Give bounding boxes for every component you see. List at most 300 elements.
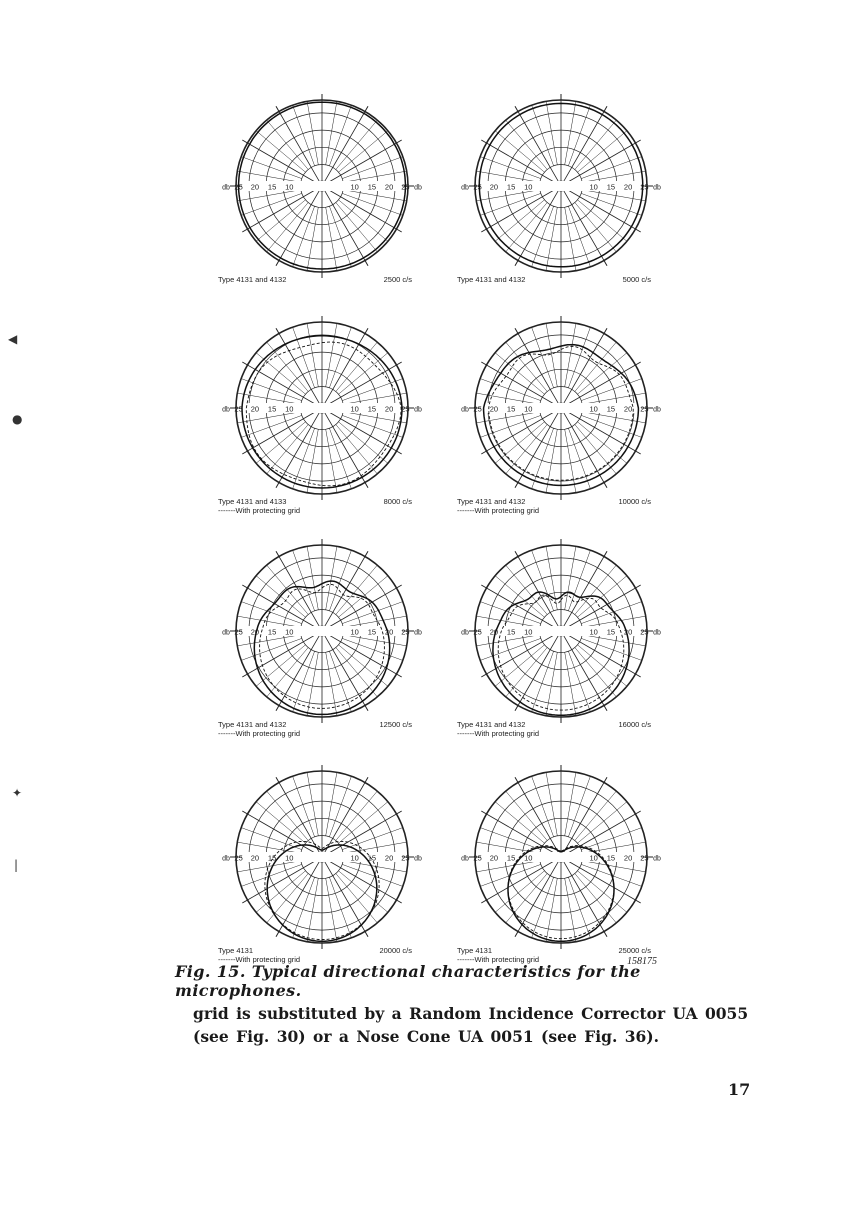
angle-tick [397,362,402,365]
polar-spoke [329,877,351,938]
ring-label: 25 [401,404,410,414]
angle-tick [242,900,247,903]
ring-label: 10 [589,182,598,192]
ring-label: 10 [285,627,294,637]
angle-tick [365,777,368,782]
angle-tick [604,483,607,488]
ring-label: 25 [640,182,649,192]
angle-tick [481,229,486,232]
polar-spoke [568,776,590,837]
angle-tick [397,900,402,903]
angle-tick [276,106,279,111]
angle-tick [365,106,368,111]
ring-label: 20 [250,627,260,637]
scale-band [242,403,402,413]
angle-tick [242,229,247,232]
angle-tick [636,362,641,365]
polar-spoke [565,207,576,271]
polar-spoke [582,171,646,182]
polar-spoke [343,171,407,182]
polar-spoke [307,101,318,165]
polar-spoke [564,783,605,853]
polar-spoke [326,143,396,184]
ring-label: 25 [401,627,410,637]
polar-spoke [279,112,320,182]
polar-spoke [241,415,302,437]
ring-label: 15 [267,404,277,414]
ring-label: 10 [524,627,533,637]
panel-grid-note: -------With protecting grid [218,955,301,964]
polar-spoke [546,207,557,271]
polar-spoke [532,105,554,166]
polar-spoke [546,429,557,493]
panel-grid-note: -------With protecting grid [218,506,301,515]
panel-frequency-label: 10000 c/s [618,497,651,506]
angle-tick [276,777,279,782]
polar-spoke [581,828,642,850]
polar-spoke [565,652,576,716]
polar-spoke [480,638,541,660]
angle-tick [515,106,518,111]
ring-label: 10 [285,853,294,863]
angle-tick [636,900,641,903]
polar-spoke [565,878,576,942]
polar-spoke [565,101,576,165]
polar-spoke [546,323,557,387]
db-unit-label: db [222,629,230,637]
angle-tick [604,551,607,556]
angle-tick [515,706,518,711]
polar-spoke [326,588,396,629]
polar-spoke [279,190,320,260]
polar-spoke [325,557,366,627]
polar-spoke [565,189,635,230]
db-unit-label: db [461,855,469,863]
angle-tick [397,811,402,814]
polar-spoke [565,411,635,452]
polar-spoke [518,412,559,482]
polar-spoke [307,207,318,271]
polar-spoke [568,105,590,166]
polar-spoke [532,651,554,712]
angle-tick [515,328,518,333]
ring-label: 10 [524,853,533,863]
ring-label: 10 [589,853,598,863]
polar-spoke [518,861,559,931]
polar-spoke [564,412,605,482]
db-unit-label: db [222,184,230,192]
panel-grid-note: -------With protecting grid [457,506,540,515]
polar-spoke [518,190,559,260]
angle-tick [604,706,607,711]
ring-label: 10 [350,853,359,863]
ring-label: 25 [234,182,243,192]
ring-label: 10 [285,182,294,192]
polar-plot [218,316,422,515]
polar-spoke [326,860,396,901]
ring-label: 15 [506,853,516,863]
polar-spoke [564,635,605,705]
figure-code: 158175 [627,956,657,967]
angle-tick [481,900,486,903]
angle-tick [365,261,368,266]
angle-tick [242,451,247,454]
page-number: 17 [728,1080,751,1099]
ring-label: 15 [267,853,277,863]
margin-mark-icon: ✦ [12,786,23,800]
polar-spoke [581,602,642,624]
ring-label: 25 [401,182,410,192]
ring-label: 10 [350,627,359,637]
ring-label: 15 [367,182,377,192]
ring-label: 10 [589,404,598,414]
ring-label: 25 [473,182,482,192]
angle-tick [515,261,518,266]
ring-label: 25 [234,404,243,414]
scale-band [481,181,641,191]
polar-spoke [329,105,351,166]
polar-spoke [568,327,590,388]
ring-label: 20 [384,182,394,192]
ring-label: 15 [267,182,277,192]
ring-label: 25 [234,853,243,863]
panel-type-label: Type 4131 and 4132 [218,720,287,729]
figure-caption: Fig. 15. Typical directional characteristics for the microphones. [175,962,641,1000]
ring-label: 15 [367,853,377,863]
polar-spoke [307,772,318,836]
polar-spoke [564,112,605,182]
angle-tick [481,811,486,814]
polar-spoke [546,101,557,165]
polar-spoke [546,652,557,716]
polar-spoke [342,379,403,401]
polar-spoke [326,411,396,452]
ring-label: 15 [606,404,616,414]
polar-spoke [487,634,557,675]
angle-tick [481,140,486,143]
ring-label: 15 [267,627,277,637]
ring-label: 15 [606,853,616,863]
db-unit-label: db [414,629,422,637]
polar-spoke [325,783,366,853]
polar-spoke [342,638,403,660]
polar-spoke [326,189,396,230]
angle-tick [365,328,368,333]
panel-type-label: Type 4131 [218,946,254,955]
polar-spoke [487,411,557,452]
ring-label: 20 [489,627,499,637]
ring-label: 25 [640,404,649,414]
scale-band [481,626,641,636]
ring-label: 20 [489,853,499,863]
ring-label: 20 [250,182,260,192]
panel-type-label: Type 4131 [457,946,493,955]
polar-spoke [329,206,351,267]
polar-spoke [581,415,642,437]
polar-spoke [568,651,590,712]
polar-spoke [326,546,337,610]
polar-spoke [342,415,403,437]
db-unit-label: db [414,184,422,192]
polar-spoke [342,828,403,850]
panel-type-label: Type 4131 and 4132 [457,497,526,506]
angle-tick [604,328,607,333]
polar-spoke [326,365,396,406]
polar-spoke [293,651,315,712]
polar-spoke [564,861,605,931]
polar-spoke [487,860,557,901]
angle-tick [397,140,402,143]
ring-label: 15 [506,627,516,637]
angle-tick [365,706,368,711]
ring-label: 25 [234,627,243,637]
angle-tick [276,932,279,937]
polar-plot [218,765,422,964]
angle-tick [276,483,279,488]
angle-tick [481,451,486,454]
ring-label: 20 [250,853,260,863]
angle-tick [242,362,247,365]
angle-tick [636,674,641,677]
angle-tick [604,106,607,111]
polar-spoke [532,428,554,489]
polar-spoke [326,101,337,165]
polar-spoke [342,157,403,179]
angle-tick [365,483,368,488]
ring-label: 10 [524,182,533,192]
db-unit-label: db [414,406,422,414]
ring-label: 20 [623,182,633,192]
ring-label: 25 [401,853,410,863]
margin-mark-icon: | [14,858,19,872]
ring-label: 15 [506,404,516,414]
polar-spoke [532,327,554,388]
ring-label: 25 [640,627,649,637]
panel-frequency-label: 16000 c/s [618,720,651,729]
polar-spoke [487,189,557,230]
ring-label: 10 [524,404,533,414]
body-text: grid is substituted by a Random Incidence Corrector UA 0055 (see Fig. 30) or a Nose Cone UA 0051 (see Fig. 36). [193,1004,749,1046]
polar-spoke [480,193,541,215]
panel-frequency-label: 20000 c/s [379,946,412,955]
panel-grid-note: -------With protecting grid [457,729,540,738]
panel-grid-note: -------With protecting grid [218,729,301,738]
ring-label: 10 [589,627,598,637]
ring-label: 20 [623,853,633,863]
angle-tick [515,932,518,937]
polar-spoke [565,634,635,675]
polar-spoke [329,428,351,489]
polar-spoke [326,323,337,387]
angle-tick [481,585,486,588]
angle-tick [276,551,279,556]
polar-spoke [518,334,559,404]
polar-spoke [565,814,635,855]
polar-spoke [581,157,642,179]
panel-grid-note: -------With protecting grid [457,955,540,964]
angle-tick [397,674,402,677]
angle-tick [481,362,486,365]
polar-spoke [325,635,366,705]
angle-tick [481,674,486,677]
polar-spoke [325,861,366,931]
panel-type-label: Type 4131 and 4132 [457,720,526,729]
polar-spoke [487,143,557,184]
angle-tick [365,932,368,937]
polar-spoke [546,878,557,942]
polar-spoke [293,776,315,837]
panel-type-label: Type 4131 and 4132 [218,275,287,284]
ring-label: 20 [489,404,499,414]
scale-band [242,852,402,862]
ring-label: 20 [250,404,260,414]
scale-band [481,403,641,413]
angle-tick [242,140,247,143]
polar-spoke [248,860,318,901]
polar-spoke [293,105,315,166]
polar-spoke [279,861,320,931]
ring-label: 25 [473,404,482,414]
polar-spoke [487,365,557,406]
polar-spoke [343,616,407,627]
polar-spoke [326,772,337,836]
polar-spoke [518,635,559,705]
db-unit-label: db [653,184,661,192]
panel-type-label: Type 4131 and 4133 [218,497,287,506]
polar-spoke [581,193,642,215]
polar-spoke [241,602,302,624]
polar-spoke [326,652,337,716]
db-unit-label: db [653,406,661,414]
db-unit-label: db [461,629,469,637]
ring-label: 20 [384,627,394,637]
polar-spoke [325,112,366,182]
db-unit-label: db [461,184,469,192]
db-unit-label: db [414,855,422,863]
ring-label: 10 [350,182,359,192]
polar-spoke [532,206,554,267]
polar-spoke [565,365,635,406]
ring-label: 10 [350,404,359,414]
polar-spoke [480,157,541,179]
ring-label: 20 [384,404,394,414]
scale-band [242,181,402,191]
polar-spoke [565,143,635,184]
angle-tick [515,483,518,488]
margin-mark-icon: ◀ [8,332,18,346]
angle-tick [242,674,247,677]
polar-spoke [568,550,590,611]
polar-spoke [564,190,605,260]
panel-frequency-label: 8000 c/s [383,497,412,506]
polar-plot [218,94,422,284]
panel-frequency-label: 25000 c/s [618,946,651,955]
db-unit-label: db [653,855,661,863]
polar-spoke [518,783,559,853]
polar-spoke [329,776,351,837]
polar-spoke [241,638,302,660]
panel-frequency-label: 2500 c/s [383,275,412,284]
angle-tick [242,811,247,814]
polar-spoke [532,550,554,611]
polar-spoke [480,379,541,401]
angle-tick [604,932,607,937]
polar-spoke [241,157,302,179]
polar-spoke [342,602,403,624]
polar-spoke [293,550,315,611]
polar-spoke [279,635,320,705]
polar-spoke [532,877,554,938]
ring-label: 20 [623,404,633,414]
polar-spoke [326,429,337,493]
polar-spoke [582,842,646,853]
polar-spoke [532,776,554,837]
polar-plot [457,539,661,738]
scale-band [481,852,641,862]
ring-label: 20 [384,853,394,863]
polar-spoke [476,171,540,182]
polar-spoke [487,814,557,855]
polar-spoke [326,207,337,271]
ring-label: 15 [606,627,616,637]
db-unit-label: db [222,855,230,863]
polar-spoke [565,429,576,493]
ring-label: 25 [473,853,482,863]
scale-band [242,626,402,636]
polar-spoke [565,323,576,387]
ring-label: 25 [473,627,482,637]
angle-tick [636,451,641,454]
ring-label: 10 [285,404,294,414]
db-unit-label: db [653,629,661,637]
ring-label: 15 [367,627,377,637]
polar-spoke [568,206,590,267]
ring-label: 20 [489,182,499,192]
polar-spoke [293,877,315,938]
db-unit-label: db [222,406,230,414]
polar-spoke [241,193,302,215]
polar-plot [457,316,661,515]
ring-label: 25 [640,853,649,863]
angle-tick [397,229,402,232]
polar-spoke [307,652,318,716]
polar-spoke [293,428,315,489]
margin-mark-icon: ● [12,412,23,426]
polar-spoke [565,546,576,610]
polar-spoke [325,190,366,260]
polar-spoke [237,171,300,182]
angle-tick [636,229,641,232]
polar-spoke [248,143,318,184]
polar-spoke [480,602,541,624]
angle-tick [397,451,402,454]
angle-tick [515,551,518,556]
polar-spoke [518,112,559,182]
polar-spoke [476,616,540,627]
angle-tick [636,140,641,143]
angle-tick [604,777,607,782]
polar-spoke [546,772,557,836]
polar-spoke [581,638,642,660]
polar-spoke [565,772,576,836]
angle-tick [397,585,402,588]
panel-frequency-label: 5000 c/s [622,275,651,284]
panel-frequency-label: 12500 c/s [379,720,412,729]
ring-label: 15 [367,404,377,414]
polar-spoke [565,860,635,901]
polar-spoke [248,411,318,452]
polar-spoke [241,828,302,850]
